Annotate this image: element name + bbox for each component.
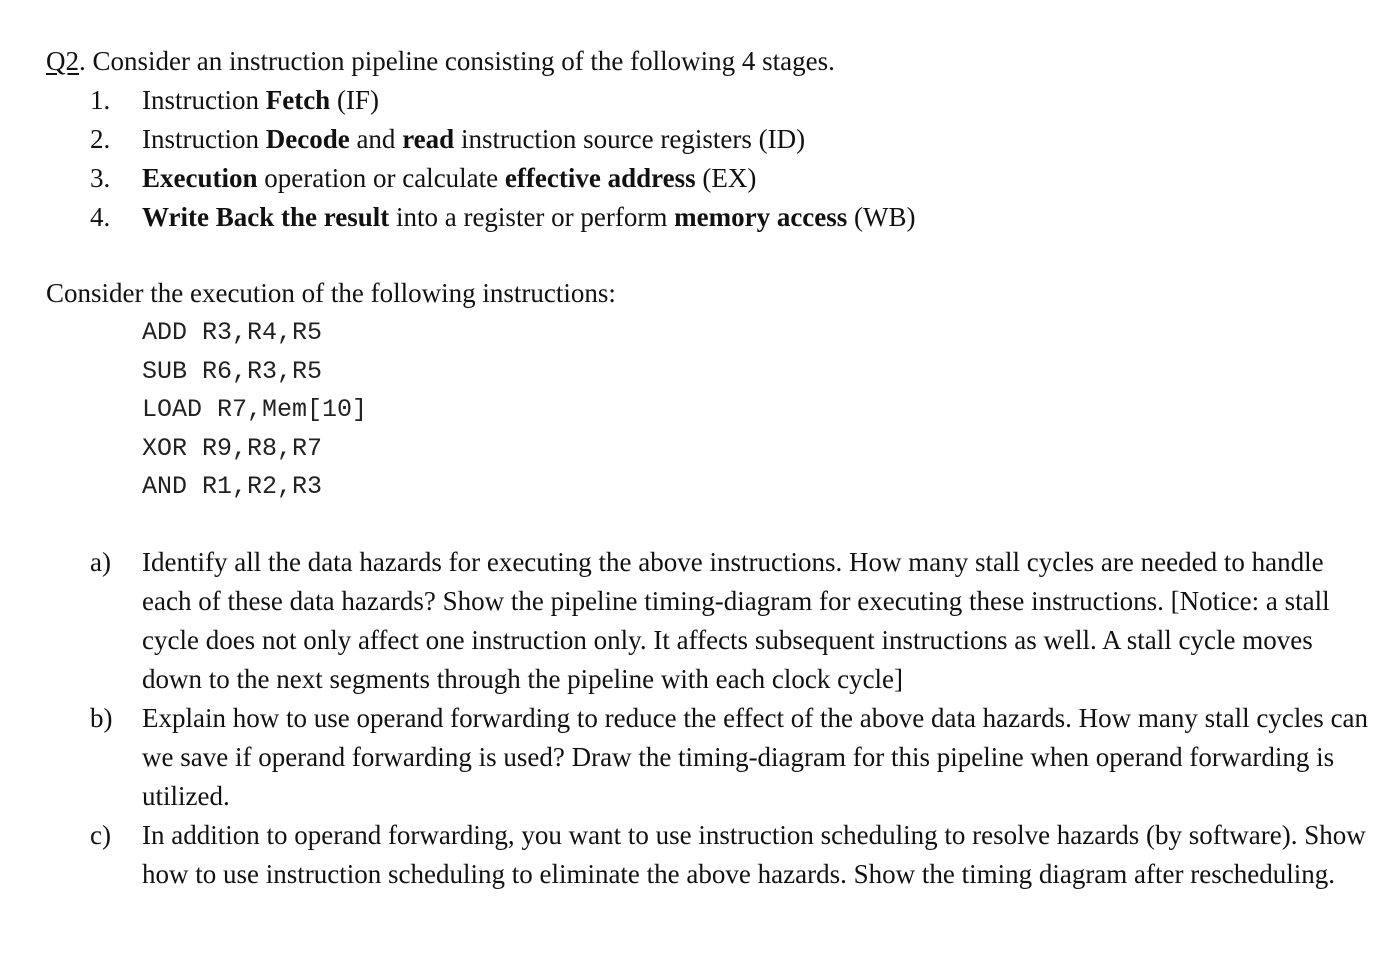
stage-item	[90, 120, 916, 159]
instruction-line: ADD R3,R4,R5	[142, 318, 323, 347]
instruction-line: SUB R6,R3,R5	[142, 356, 323, 386]
pipeline-stage-list	[90, 81, 916, 237]
stage-text-part: (EX)	[695, 163, 757, 193]
sub-question-list	[90, 543, 1370, 894]
sub-question-label: a)	[90, 547, 111, 577]
sub-question-text: Identify all the data hazards for executing the above instructions. How many stall cycles are needed to handle each of these data hazards? Show the pipeline timing-diagram for executing these instructions. [Notice: a stall cycle does not only affect one instruction only. It affects subsequent instructions as well. A stall cycle moves down to the next segments through the pipeline with each clock cycle]	[142, 547, 1330, 694]
question-number: Q2	[46, 46, 79, 76]
stage-text-part-bold: Write Back the result	[142, 202, 390, 232]
stage-text-part: (IF)	[330, 85, 379, 115]
question-heading	[46, 42, 835, 81]
stage-item	[90, 159, 916, 198]
stage-number: 1.	[90, 85, 111, 115]
stage-text-part-bold: Decode	[265, 124, 350, 154]
stage-text-part: Instruction	[142, 124, 266, 154]
stage-text	[142, 198, 916, 237]
sub-question-label: c)	[90, 820, 111, 850]
stage-text-part-bold: memory access	[674, 202, 848, 232]
stage-text-part: into a register or perform	[389, 202, 675, 232]
stage-number: 4.	[90, 202, 111, 232]
sub-question-a	[90, 543, 1370, 699]
stage-text	[142, 120, 805, 159]
instruction-line: LOAD R7,Mem[10]	[142, 395, 368, 424]
stage-text-part: operation or calculate	[257, 163, 505, 193]
sub-question-label: b)	[90, 703, 113, 733]
sub-question-b	[90, 699, 1370, 816]
instruction-line: XOR R9,R8,R7	[142, 433, 323, 463]
instruction-code-block	[142, 314, 367, 507]
sub-question-text: In addition to operand forwarding, you want to use instruction scheduling to resolve hazards (by software). Show how to use instruction scheduling to eliminate the above hazards. Show the timing diagram after rescheduling.	[142, 820, 1366, 889]
question-intro: . Consider an instruction pipeline consisting of the following 4 stages.	[79, 46, 835, 76]
sub-question-c	[90, 816, 1370, 894]
sub-question-text: Explain how to use operand forwarding to reduce the effect of the above data hazards. How many stall cycles can we save if operand forwarding is used? Draw the timing-diagram for this pipeline when operand forwarding is utilized.	[142, 703, 1369, 811]
stage-item	[90, 198, 916, 237]
stage-item	[90, 81, 916, 120]
stage-text-part-bold: Execution	[142, 163, 258, 193]
stage-text-part: Instruction	[142, 85, 266, 115]
stage-text	[142, 81, 379, 120]
stage-text-part: instruction source registers (ID)	[454, 124, 806, 154]
stage-text-part-bold: effective address	[504, 163, 696, 193]
stage-text-part-bold: read	[402, 124, 455, 154]
stage-text-part: and	[349, 124, 403, 154]
stage-number: 3.	[90, 163, 111, 193]
stage-number: 2.	[90, 124, 111, 154]
stage-text	[142, 159, 756, 198]
instructions-intro: Consider the execution of the following instructions:	[46, 278, 616, 308]
instruction-line: AND R1,R2,R3	[142, 472, 323, 501]
stage-text-part: (WB)	[847, 202, 916, 232]
stage-text-part-bold: Fetch	[265, 85, 331, 115]
